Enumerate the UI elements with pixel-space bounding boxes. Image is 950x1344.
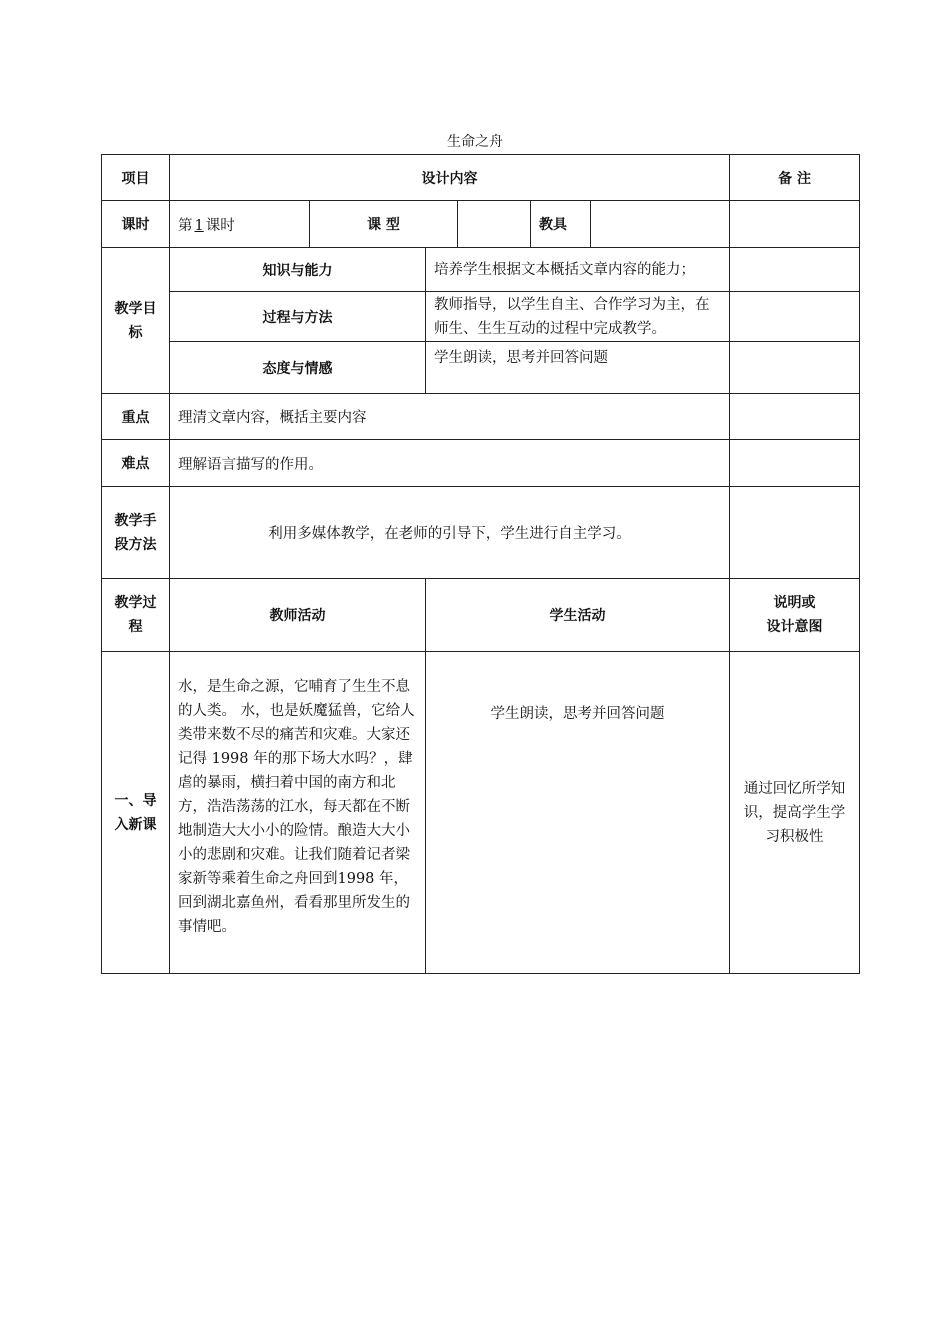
header-item: 项目 <box>102 155 170 201</box>
tools-label: 教具 <box>531 201 591 248</box>
period-prefix: 第 <box>178 217 193 234</box>
period-label: 课时 <box>102 201 170 248</box>
process-header-row <box>102 579 860 652</box>
key-point-row <box>102 394 860 440</box>
page-title: 生命之舟 <box>447 134 503 150</box>
step-row <box>102 652 860 974</box>
methods-text: 利用多媒体教学，在老师的引导下，学生进行自主学习。 <box>170 487 730 579</box>
step-label: 一、导入新课 <box>102 652 170 974</box>
objective-row <box>102 248 860 292</box>
header-row <box>102 155 860 201</box>
objective-row <box>102 342 860 394</box>
tools-value <box>591 201 730 248</box>
difficulty-notes <box>730 440 860 487</box>
type-label: 课 型 <box>310 201 458 248</box>
objective-label: 态度与情感 <box>170 342 426 394</box>
type-value <box>458 201 531 248</box>
objective-row <box>102 292 860 342</box>
header-notes: 备 注 <box>730 155 860 201</box>
methods-label: 教学手段方法 <box>102 487 170 579</box>
objectives-label: 教学目标 <box>102 248 170 394</box>
objective-text: 学生朗读，思考并回答问题 <box>426 342 730 394</box>
notes-header-line2: 设计意图 <box>766 619 823 635</box>
key-point-notes <box>730 394 860 440</box>
student-activity-text: 学生朗读，思考并回答问题 <box>426 652 730 974</box>
methods-notes <box>730 487 860 579</box>
notes-header <box>730 579 860 652</box>
difficulty-text: 理解语言描写的作用。 <box>170 440 730 487</box>
key-point-label: 重点 <box>102 394 170 440</box>
objective-label: 过程与方法 <box>170 292 426 342</box>
notes-header-line1: 说明或 <box>773 595 816 611</box>
difficulty-label: 难点 <box>102 440 170 487</box>
difficulty-row <box>102 440 860 487</box>
lesson-plan-table <box>101 154 860 974</box>
objective-text: 培养学生根据文本概括文章内容的能力； <box>426 248 730 292</box>
period-number: 1 <box>194 217 204 234</box>
objective-notes <box>730 342 860 394</box>
process-label: 教学过程 <box>102 579 170 652</box>
methods-row <box>102 487 860 579</box>
key-point-text: 理清文章内容，概括主要内容 <box>170 394 730 440</box>
note-text: 通过回忆所学知识，提高学生学习积极性 <box>730 652 860 974</box>
objective-label: 知识与能力 <box>170 248 426 292</box>
teacher-activity-header: 教师活动 <box>170 579 426 652</box>
header-content: 设计内容 <box>170 155 730 201</box>
objective-notes <box>730 292 860 342</box>
period-notes <box>730 201 860 248</box>
objective-notes <box>730 248 860 292</box>
teacher-activity-text: 水，是生命之源，它哺育了生生不息的人类。 水，也是妖魔猛兽，它给人类带来数不尽的痛苦和灾难。大家还记得 1998 年的那下场大水吗？，肆虐的暴雨，横扫着中国的南方和北方，浩浩荡荡的江水，每天都在不断地制造大大小小的险情。酿造大大小小的悲剧和灾难。让我们随着记者梁家新等乘着生命之舟回到1998 年，回到湖北嘉鱼州，看看那里所发生的事情吧。 <box>170 652 426 974</box>
period-row <box>102 201 860 248</box>
period-suffix: 课时 <box>205 217 235 234</box>
period-value <box>170 201 310 248</box>
student-activity-header: 学生活动 <box>426 579 730 652</box>
objective-text: 教师指导，以学生自主、合作学习为主，在师生、生生互动的过程中完成教学。 <box>426 292 730 342</box>
